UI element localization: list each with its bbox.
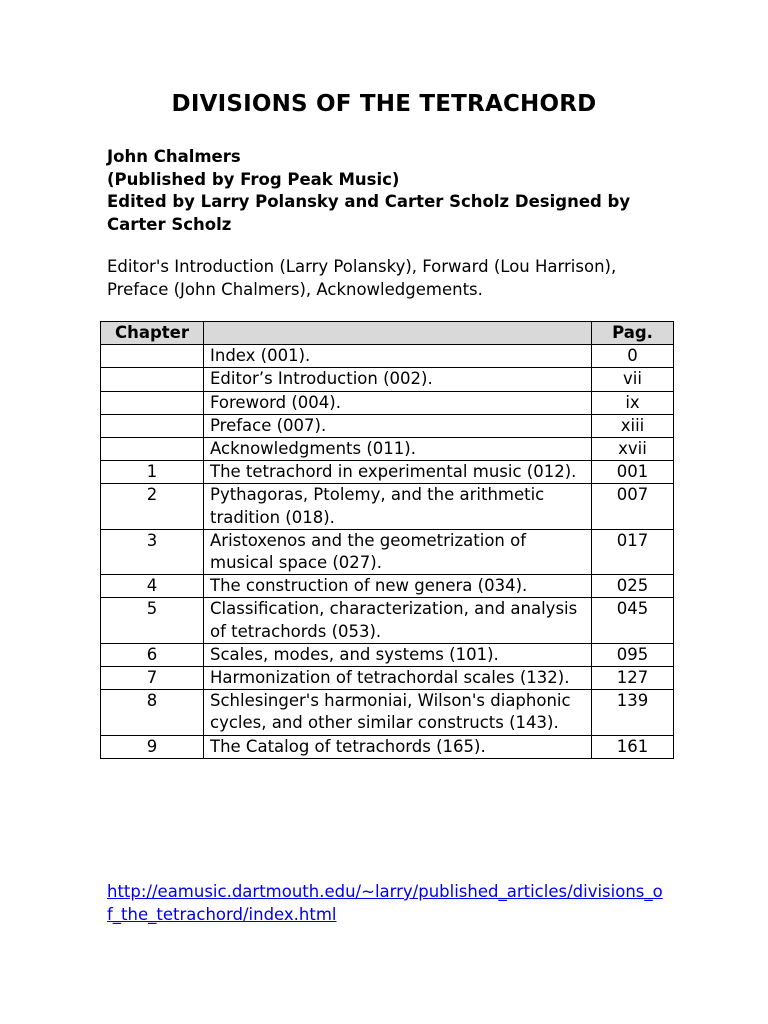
page-cell: xvii — [592, 438, 674, 461]
title-cell: Editor’s Introduction (002). — [204, 368, 592, 391]
table-row — [101, 735, 674, 758]
chapter-cell — [101, 438, 204, 461]
title-cell: Foreword (004). — [204, 391, 592, 414]
header-title — [204, 322, 592, 345]
publisher: (Published by Frog Peak Music) — [107, 169, 400, 189]
chapter-cell: 9 — [101, 735, 204, 758]
page-cell: 001 — [592, 461, 674, 484]
title-cell: The Catalog of tetrachords (165). — [204, 735, 592, 758]
table-row — [101, 643, 674, 666]
header-chapter: Chapter — [101, 322, 204, 345]
title-cell: Preface (007). — [204, 414, 592, 437]
intro-paragraph: Editor's Introduction (Larry Polansky), Forward (Lou Harrison), Preface (John Chalmers), Acknowledgements. — [107, 257, 617, 299]
title-cell: Classification, characterization, and analysis of tetrachords (053). — [204, 598, 592, 643]
table-row — [101, 598, 674, 643]
source-link[interactable]: http://eamusic.dartmouth.edu/~larry/published_articles/divisions_of_the_tetrachord/index.html — [107, 882, 663, 924]
title-cell: Scales, modes, and systems (101). — [204, 643, 592, 666]
table-row — [101, 368, 674, 391]
chapter-cell: 2 — [101, 484, 204, 529]
table-row — [101, 529, 674, 574]
document-title: DIVISIONS OF THE TETRACHORD — [171, 91, 597, 117]
table-header-row — [101, 322, 674, 345]
chapter-cell — [101, 414, 204, 437]
page-cell: 127 — [592, 667, 674, 690]
chapter-cell: 7 — [101, 667, 204, 690]
chapter-cell: 6 — [101, 643, 204, 666]
page-cell: 045 — [592, 598, 674, 643]
page-cell: 017 — [592, 529, 674, 574]
chapter-cell: 5 — [101, 598, 204, 643]
page-cell: vii — [592, 368, 674, 391]
chapter-cell: 4 — [101, 575, 204, 598]
chapter-cell: 8 — [101, 690, 204, 735]
page-cell: 0 — [592, 345, 674, 368]
table-row — [101, 438, 674, 461]
chapter-cell — [101, 391, 204, 414]
title-cell: Schlesinger's harmoniai, Wilson's diaphonic cycles, and other similar constructs (143). — [204, 690, 592, 735]
page-cell: 007 — [592, 484, 674, 529]
chapter-cell: 1 — [101, 461, 204, 484]
table-row — [101, 391, 674, 414]
table-row — [101, 690, 674, 735]
page-cell: ix — [592, 391, 674, 414]
contents-table — [100, 321, 674, 759]
table-row — [101, 575, 674, 598]
table-row — [101, 484, 674, 529]
chapter-cell: 3 — [101, 529, 204, 574]
title-cell: The tetrachord in experimental music (012). — [204, 461, 592, 484]
page-cell: 095 — [592, 643, 674, 666]
table-row — [101, 667, 674, 690]
table-body — [101, 345, 674, 759]
header-page: Pag. — [592, 322, 674, 345]
page-cell: xiii — [592, 414, 674, 437]
chapter-cell — [101, 368, 204, 391]
author: John Chalmers — [107, 147, 241, 166]
title-cell: Harmonization of tetrachordal scales (132). — [204, 667, 592, 690]
page-cell: 025 — [592, 575, 674, 598]
table-row — [101, 414, 674, 437]
title-cell: The construction of new genera (034). — [204, 575, 592, 598]
title-cell: Aristoxenos and the geometrization of musical space (027). — [204, 529, 592, 574]
publication-meta — [107, 146, 677, 236]
page-cell: 161 — [592, 735, 674, 758]
page-cell: 139 — [592, 690, 674, 735]
title-cell: Acknowledgments (011). — [204, 438, 592, 461]
editors: Edited by Larry Polansky and Carter Scholz Designed by Carter Scholz — [107, 192, 631, 234]
title-cell: Index (001). — [204, 345, 592, 368]
table-row — [101, 345, 674, 368]
chapter-cell — [101, 345, 204, 368]
title-cell: Pythagoras, Ptolemy, and the arithmetic tradition (018). — [204, 484, 592, 529]
table-row — [101, 461, 674, 484]
